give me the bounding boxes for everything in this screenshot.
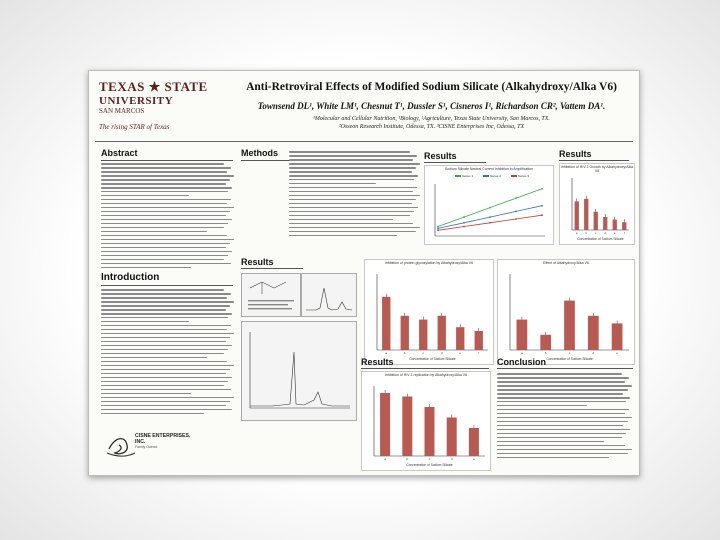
data-point	[515, 211, 517, 213]
text-line	[101, 211, 230, 213]
bar	[584, 199, 588, 230]
text-line	[101, 267, 191, 269]
introduction-text	[101, 289, 235, 417]
section-divider	[361, 368, 489, 369]
section-divider	[559, 160, 629, 161]
text-line	[101, 305, 230, 307]
results-heading: Results	[424, 151, 457, 161]
university-logo	[99, 79, 229, 139]
text-line	[101, 409, 232, 411]
text-line	[497, 437, 622, 439]
section-divider	[241, 268, 303, 269]
text-line	[101, 297, 227, 299]
text-line	[289, 227, 420, 229]
poster-header	[89, 71, 639, 143]
text-line	[101, 259, 224, 261]
molecule-figure	[242, 274, 300, 316]
text-line	[289, 183, 376, 185]
text-line	[101, 381, 228, 383]
text-line	[101, 247, 226, 249]
tick-label: a	[521, 351, 523, 355]
text-line	[101, 321, 189, 323]
line-chart-svg	[425, 166, 553, 244]
logo-location: SAN MARCOS	[99, 107, 145, 115]
text-line	[497, 377, 629, 379]
text-line	[101, 405, 226, 407]
text-line	[101, 171, 227, 173]
chromatogram-figure	[241, 321, 357, 421]
bar	[475, 331, 483, 350]
tick-label: c	[428, 457, 431, 461]
cisne-name: CISNE ENTERPRISES, INC.	[135, 433, 191, 445]
chart-line	[424, 165, 554, 245]
text-line	[101, 207, 234, 209]
data-point	[541, 205, 543, 207]
text-line	[497, 385, 632, 387]
text-line	[289, 223, 413, 225]
bar	[402, 397, 412, 457]
text-line	[101, 255, 228, 257]
text-line	[497, 397, 630, 399]
poster-title: Anti-Retroviral Effects of Modified Sodium Silicate (Alkahydroxy/Alka V6)	[246, 81, 617, 93]
text-line	[289, 179, 414, 181]
chart-title: Inhibition of protein glycosylation by Alkahydroxy/Alka V6	[384, 261, 474, 265]
bar	[517, 320, 528, 350]
bar	[603, 217, 607, 230]
text-line	[497, 445, 625, 447]
text-line	[101, 263, 231, 265]
section-divider	[424, 162, 486, 163]
spectrum-plot	[302, 274, 356, 316]
data-point	[489, 216, 491, 218]
data-point	[463, 216, 465, 218]
text-line	[101, 167, 231, 169]
text-line	[289, 195, 420, 197]
text-line	[101, 231, 207, 233]
text-line	[289, 155, 417, 157]
text-line	[289, 203, 412, 205]
conclusion-heading: Conclusion	[497, 357, 546, 367]
text-line	[101, 179, 230, 181]
tick-label: c	[595, 231, 597, 235]
bar	[425, 407, 435, 456]
bar-chart-svg	[498, 260, 634, 364]
text-line	[497, 421, 628, 423]
structure-figure	[241, 273, 301, 317]
text-line	[101, 223, 228, 225]
bar	[447, 418, 457, 457]
data-point	[541, 188, 543, 190]
methods-heading: Methods	[241, 148, 278, 158]
bar	[382, 297, 390, 350]
text-line	[497, 453, 628, 455]
text-line	[497, 441, 604, 443]
spectrum-figure	[301, 273, 357, 317]
text-line	[497, 449, 632, 451]
text-line	[289, 167, 416, 169]
data-point	[437, 226, 439, 228]
legend-swatch	[455, 175, 461, 177]
tick-label: e	[473, 457, 475, 461]
text-line	[101, 235, 227, 237]
logo-name: TEXAS ★ STATE	[99, 79, 208, 94]
tick-label: b	[544, 351, 547, 355]
bar-chart-svg	[362, 372, 490, 470]
abstract-text	[101, 163, 235, 271]
text-line	[101, 377, 232, 379]
text-line	[101, 341, 226, 343]
text-line	[101, 413, 204, 415]
text-line	[101, 183, 226, 185]
text-line	[101, 373, 226, 375]
text-line	[101, 389, 231, 391]
chart-title: Sodium Silicate Neutral Current Inhibition in Amplification	[444, 167, 534, 171]
text-line	[289, 151, 410, 153]
text-line	[101, 337, 230, 339]
text-line	[289, 215, 410, 217]
section-divider	[101, 160, 233, 161]
affiliation-line: ¹Molecular and Cellular Nutrition, ¹Biology, ¹Agriculture, Texas State University, San Marcos, TX.	[313, 116, 550, 122]
text-line	[497, 389, 628, 391]
text-line	[101, 187, 232, 189]
text-line	[289, 175, 418, 177]
text-line	[101, 353, 224, 355]
text-line	[101, 349, 228, 351]
text-line	[289, 235, 397, 237]
poster	[88, 70, 640, 476]
data-point	[515, 197, 517, 199]
text-line	[101, 317, 228, 319]
legend-swatch	[483, 175, 489, 177]
x-axis-label: Concentration of Sodium Silicate	[577, 237, 624, 241]
text-line	[101, 401, 230, 403]
text-line	[101, 239, 234, 241]
abstract-heading: Abstract	[101, 148, 138, 158]
text-line	[101, 251, 232, 253]
text-line	[101, 227, 224, 229]
data-point	[489, 222, 491, 224]
text-line	[101, 385, 224, 387]
text-line	[101, 309, 226, 311]
bar	[622, 222, 626, 230]
poster-affiliations	[229, 115, 634, 131]
cisne-logo	[101, 423, 193, 461]
bar	[469, 428, 479, 456]
bar	[438, 316, 446, 350]
text-line	[101, 329, 227, 331]
text-line	[497, 417, 632, 419]
tick-label: c	[422, 351, 424, 355]
text-line	[101, 357, 207, 359]
section-divider	[497, 368, 633, 369]
tick-label: e	[616, 351, 618, 355]
tick-label: d	[604, 231, 607, 235]
text-line	[101, 195, 189, 197]
methods-text	[289, 151, 421, 239]
bar	[564, 301, 575, 350]
text-line	[101, 191, 228, 193]
results-heading: Results	[241, 257, 274, 267]
bar	[613, 220, 617, 230]
x-axis-label: Concentration of Sodium Silicate	[409, 357, 456, 361]
text-line	[101, 345, 232, 347]
bar-chart-svg	[560, 164, 634, 244]
text-line	[101, 203, 227, 205]
bar	[588, 316, 599, 350]
tick-label: e	[613, 231, 616, 235]
bar	[540, 335, 551, 350]
bar	[594, 212, 598, 230]
data-point	[541, 214, 543, 216]
text-line	[289, 199, 416, 201]
text-line	[101, 393, 191, 395]
results-heading: Results	[361, 357, 394, 367]
tick-label: e	[459, 351, 462, 355]
text-line	[101, 215, 226, 217]
text-line	[101, 301, 234, 303]
section-divider	[101, 285, 233, 286]
introduction-heading: Introduction	[101, 272, 160, 283]
tick-label: b	[585, 231, 588, 235]
chromatogram-plot	[242, 322, 356, 420]
bar	[401, 316, 409, 350]
results-heading: Results	[559, 149, 592, 159]
tick-label: d	[592, 351, 595, 355]
logo-tagline: The rising STAR of Texas	[99, 123, 170, 131]
tick-label: b	[406, 457, 409, 461]
chart-bar-3	[497, 259, 635, 365]
tick-label: b	[403, 351, 406, 355]
bar	[456, 327, 464, 350]
text-line	[289, 207, 418, 209]
bar	[419, 320, 427, 350]
text-line	[101, 163, 224, 165]
conclusion-text	[497, 373, 633, 461]
tick-label: a	[575, 231, 578, 235]
chart-bar-1	[559, 163, 635, 245]
text-line	[101, 219, 232, 221]
x-axis-label: Concentration of Sodium Silicate	[406, 463, 453, 467]
text-line	[497, 381, 625, 383]
bar-chart-svg	[365, 260, 493, 364]
data-point	[515, 218, 517, 220]
text-line	[497, 409, 629, 411]
text-line	[497, 433, 626, 435]
text-line	[101, 333, 234, 335]
text-line	[101, 361, 227, 363]
text-line	[289, 231, 416, 233]
text-line	[497, 405, 587, 407]
legend-label: Series 3	[518, 174, 530, 178]
text-line	[497, 457, 609, 459]
text-line	[101, 325, 231, 327]
tick-label: d	[450, 457, 453, 461]
text-line	[289, 171, 412, 173]
text-line	[497, 401, 626, 403]
header-divider	[95, 141, 633, 142]
tick-label: d	[440, 351, 443, 355]
text-line	[101, 365, 234, 367]
text-line	[101, 175, 234, 177]
tick-label: f	[623, 231, 625, 235]
legend-label: Series 2	[490, 174, 502, 178]
tick-label: a	[384, 457, 386, 461]
tick-label: c	[568, 351, 571, 355]
data-point	[437, 229, 439, 231]
legend-swatch	[511, 175, 517, 177]
text-line	[497, 413, 625, 415]
bar	[575, 201, 579, 230]
poster-authors: Townsend DL¹, White LM¹, Chesnut T¹, Dussler S¹, Cisneros I¹, Richardson CR², Vattem DA¹.	[257, 101, 606, 111]
legend-label: Series 1	[462, 174, 474, 178]
x-axis-label: Concentration of Sodium Silicate	[546, 357, 593, 361]
bar	[612, 323, 623, 350]
chart-title: Effect of Alkahydroxy/Alka V6	[543, 261, 589, 265]
chart-title: Inhibition of HIV-1 replication by Alkahydroxy/Alka V6	[384, 373, 468, 377]
chart-title: Inhibition of HIV-1 Growth by Alkahydroxy/Alka V6	[560, 165, 634, 173]
text-line	[289, 187, 417, 189]
text-line	[289, 159, 413, 161]
text-line	[497, 373, 622, 375]
data-point	[489, 207, 491, 209]
text-line	[497, 393, 623, 395]
tick-label: a	[385, 351, 388, 355]
text-line	[101, 289, 224, 291]
chart-bar-2	[364, 259, 494, 365]
text-line	[101, 199, 231, 201]
text-line	[289, 211, 414, 213]
bar	[380, 393, 390, 456]
text-line	[101, 397, 234, 399]
data-point	[437, 228, 439, 230]
text-line	[101, 369, 230, 371]
text-line	[289, 163, 420, 165]
data-point	[463, 226, 465, 228]
text-line	[101, 243, 230, 245]
text-line	[101, 293, 231, 295]
data-point	[463, 222, 465, 224]
tick-label: f	[478, 351, 480, 355]
text-line	[497, 429, 630, 431]
affiliation-line: ²Osseon Research Institute, Odessa, TX. ³CISNE Enterprises Inc, Odessa, TX	[338, 124, 525, 130]
cisne-tagline: Family Owned	[135, 445, 158, 449]
chart-bar-4	[361, 371, 491, 471]
text-line	[289, 191, 413, 193]
logo-university: UNIVERSITY	[99, 95, 174, 107]
text-line	[497, 425, 623, 427]
text-line	[289, 219, 393, 221]
text-line	[101, 313, 232, 315]
